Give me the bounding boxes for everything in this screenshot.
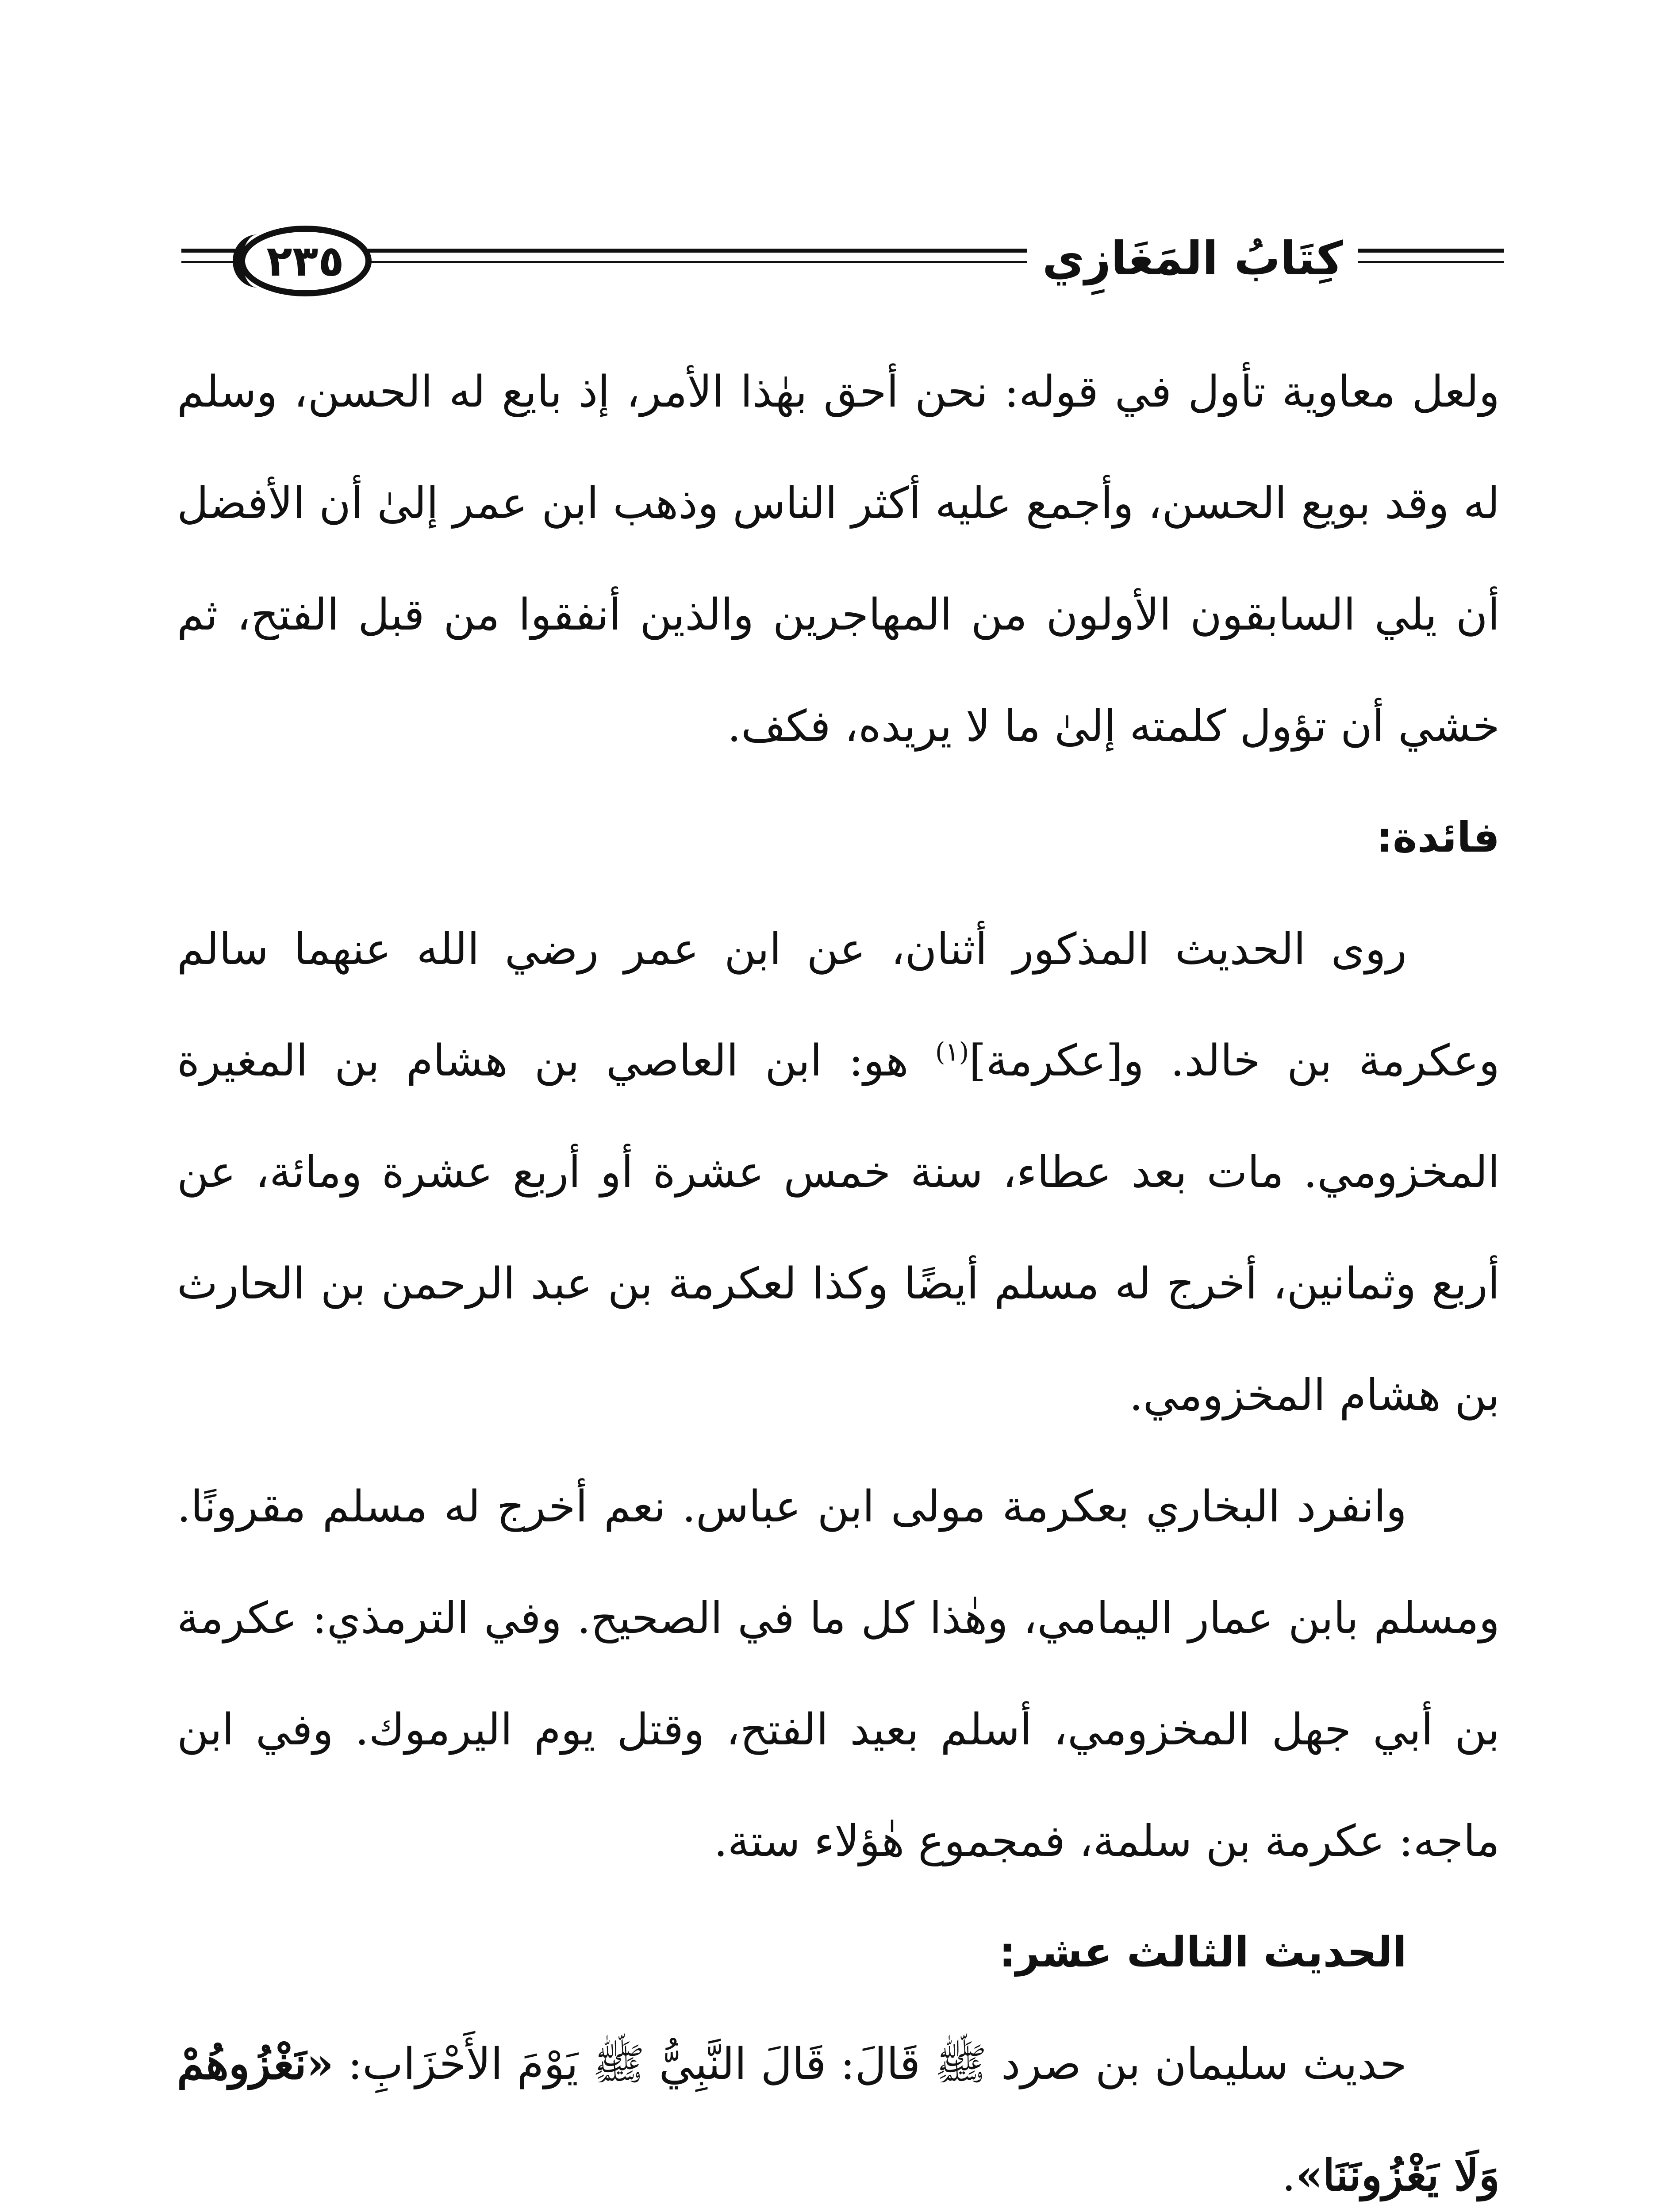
paragraph-text: حديث سليمان بن صرد ﷺ قَالَ: قَالَ النَّبِيُّ ﷺ يَوْمَ الأَحْزَابِ: (334, 2039, 1407, 2089)
footnote-reference[interactable]: (١) (935, 1037, 969, 1067)
page-number-frame (239, 226, 372, 296)
running-title: كِتَابُ المَغَازِي (1027, 235, 1358, 281)
section-heading: الحديث الثالث عشر: (999, 1928, 1407, 1977)
paragraph: وانفرد البخاري بعكرمة مولى ابن عباس. نعم أخرج له مسلم مقرونًا. ومسلم بابن عمار اليمامي، وهٰذا كل ما في الصحيح. وفي الترمذي: عكرمة بن أبي جهل المخزومي، أسلم بعيد الفتح، وقتل يوم اليرموك. وفي ابن ماجه: عكرمة بن سلمة، فمجموع هٰؤلاء ستة. (177, 1482, 1500, 1866)
section-heading: فائدة: (1376, 814, 1500, 862)
paragraph-text: . (1282, 2151, 1296, 2201)
hadith-quote: «نَغْزُوهُمْ وَلَا يَغْزُونَنَا» (177, 2039, 1500, 2201)
paragraph: ولعل معاوية تأول في قوله: نحن أحق بهٰذا الأمر، إذ بايع له الحسن، وسلم له وقد بويع الحسن، وأجمع عليه أكثر الناس وذهب ابن عمر إلىٰ أن الأفضل أن يلي السابقون الأولون من المهاجرين والذين أنفقوا من قبل الفتح، ثم خشي أن تؤول كلمته إلىٰ ما لا يريده، فكف. (177, 367, 1500, 752)
paragraph-text: روى الحديث المذكور أثنان، عن ابن عمر رضي الله عنهما سالم وعكرمة بن خالد. و[عكرمة] (177, 924, 1500, 1086)
paragraph-text: هو: ابن العاصي بن هشام بن المغيرة المخزومي. مات بعد عطاء، سنة خمس عشرة أو أربع عشرة ومائة، عن أربع وثمانين، أخرج له مسلم أيضًا وكذا لعكرمة بن عبد الرحمن بن الحارث بن هشام المخزومي. (177, 1036, 1500, 1421)
paragraph (177, 894, 1500, 1451)
page-body (177, 336, 1500, 2212)
page-header (181, 208, 1504, 314)
paragraph (177, 2008, 1500, 2212)
page-number: ٢٣٥ (266, 236, 344, 286)
